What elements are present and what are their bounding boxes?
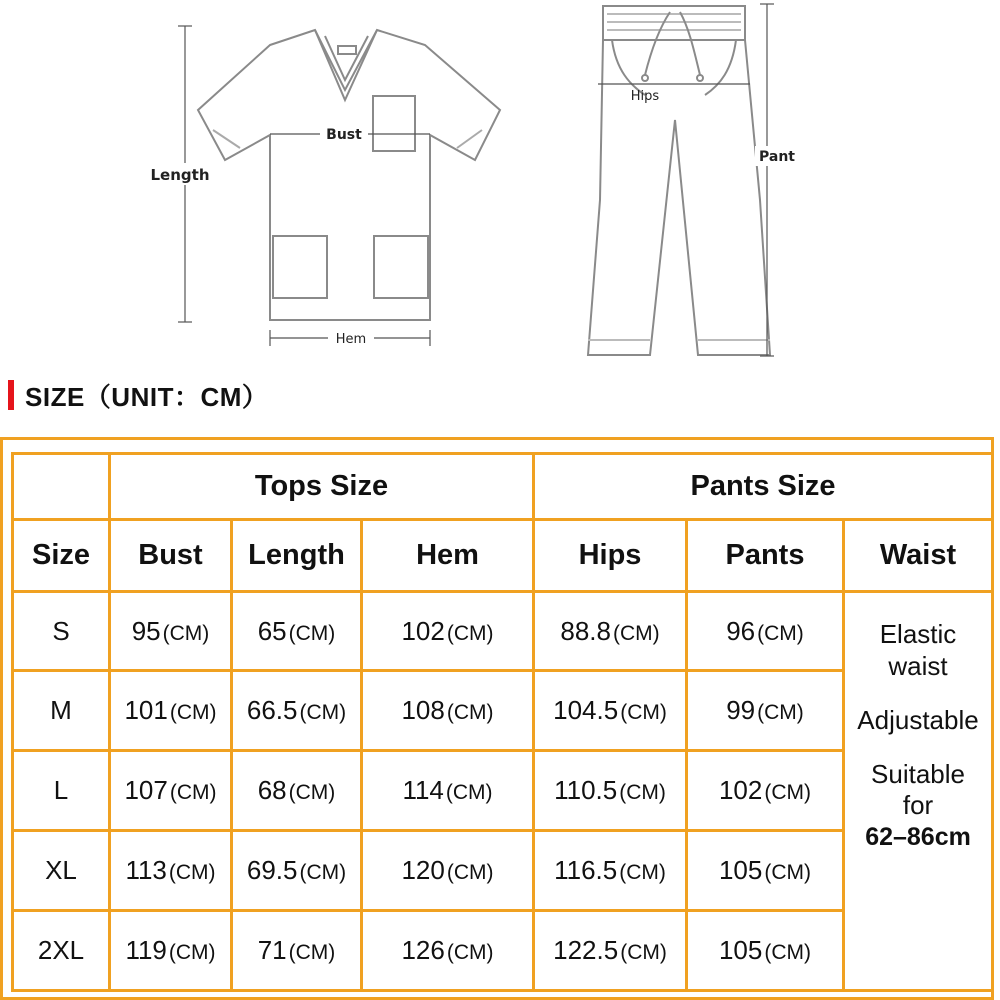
hips-cell: 110.5(CM)	[534, 751, 687, 831]
length-cell: 68(CM)	[232, 751, 362, 831]
hem-cell: 108(CM)	[362, 671, 534, 751]
hips-cell: 116.5(CM)	[534, 831, 687, 911]
pants-cell: 105(CM)	[687, 831, 844, 911]
bust-cell: 101(CM)	[110, 671, 232, 751]
garment-diagram	[0, 0, 1000, 370]
size-table	[11, 452, 994, 992]
size-cell: XL	[13, 831, 110, 911]
waist-line-for: for	[902, 790, 934, 821]
length-cell: 69.5(CM)	[232, 831, 362, 911]
length-label: Length	[150, 166, 210, 184]
hem-cell: 126(CM)	[362, 911, 534, 991]
waist-cell	[844, 592, 993, 991]
col-header-hips: Hips	[534, 520, 687, 592]
scrub-top-illustration	[198, 30, 500, 320]
heading-title: SIZE（UNIT：CM）	[25, 381, 269, 412]
hem-label: Hem	[335, 332, 367, 347]
hips-cell: 122.5(CM)	[534, 911, 687, 991]
pants-cell: 99(CM)	[687, 671, 844, 751]
col-header-hem: Hem	[362, 520, 534, 592]
bust-cell: 107(CM)	[110, 751, 232, 831]
hem-cell: 114(CM)	[362, 751, 534, 831]
bust-cell: 113(CM)	[110, 831, 232, 911]
hips-cell: 88.8(CM)	[534, 592, 687, 671]
hem-cell: 102(CM)	[362, 592, 534, 671]
size-heading	[8, 378, 268, 412]
waist-line-suitable: Suitable	[871, 758, 965, 789]
table-row	[13, 592, 993, 671]
waist-line-elastic: Elastic	[879, 619, 957, 650]
col-header-bust: Bust	[110, 520, 232, 592]
col-header-size: Size	[13, 520, 110, 592]
size-cell: M	[13, 671, 110, 751]
length-cell: 66.5(CM)	[232, 671, 362, 751]
bust-label: Bust	[326, 127, 362, 143]
col-header-waist: Waist	[844, 520, 993, 592]
group-header-row	[13, 454, 993, 520]
pants-cell: 105(CM)	[687, 911, 844, 991]
pant-measure-line	[760, 4, 774, 356]
waist-line-adjustable: Adjustable	[857, 704, 979, 735]
hips-cell: 104.5(CM)	[534, 671, 687, 751]
pants-cell: 102(CM)	[687, 751, 844, 831]
pants-cell: 96(CM)	[687, 592, 844, 671]
size-cell: 2XL	[13, 911, 110, 991]
pant-label: Pant	[759, 149, 795, 165]
waist-line-waist: waist	[888, 651, 948, 682]
corner-cell	[13, 454, 110, 520]
bust-cell: 119(CM)	[110, 911, 232, 991]
pants-illustration	[588, 6, 770, 355]
length-cell: 65(CM)	[232, 592, 362, 671]
col-header-length: Length	[232, 520, 362, 592]
hips-label: Hips	[630, 89, 660, 104]
column-header-row	[13, 520, 993, 592]
waist-range: 62–86cm	[865, 823, 971, 852]
length-cell: 71(CM)	[232, 911, 362, 991]
heading-accent-bar	[8, 380, 14, 410]
bust-cell: 95(CM)	[110, 592, 232, 671]
size-cell: S	[13, 592, 110, 671]
size-cell: L	[13, 751, 110, 831]
tops-size-header: Tops Size	[110, 454, 534, 520]
hem-cell: 120(CM)	[362, 831, 534, 911]
pants-size-header: Pants Size	[534, 454, 993, 520]
col-header-pants: Pants	[687, 520, 844, 592]
